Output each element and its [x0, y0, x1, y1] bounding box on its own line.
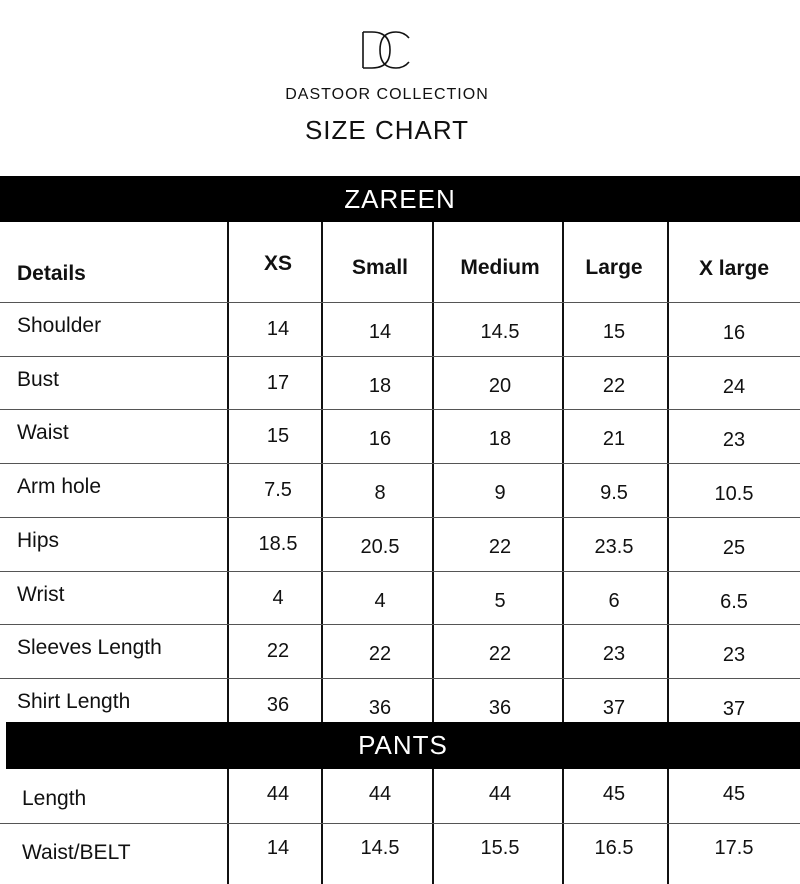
- row-label: Waist: [17, 421, 69, 445]
- size-value: 14: [266, 318, 290, 340]
- size-value: 44: [266, 783, 290, 805]
- size-value: 14: [266, 837, 290, 859]
- size-value: 9: [494, 482, 506, 505]
- size-value: 22: [266, 640, 290, 663]
- row-label: Shirt Length: [17, 689, 131, 713]
- row-divider: [0, 302, 800, 303]
- header-size-3: Medium: [460, 256, 540, 279]
- row-divider: [0, 409, 800, 410]
- header-size-5: X large: [698, 257, 770, 280]
- size-value: 14.5: [480, 321, 520, 343]
- row-label: Wrist: [17, 582, 65, 606]
- size-value: 4: [272, 586, 284, 609]
- size-value: 36: [488, 696, 512, 719]
- size-value: 36: [266, 693, 290, 716]
- size-value: 6: [608, 589, 620, 612]
- column-divider: [432, 222, 434, 722]
- brand-name: DASTOOR COLLECTION: [285, 86, 489, 103]
- size-value: 15: [266, 425, 290, 448]
- size-value: 44: [368, 783, 392, 805]
- size-value: 21: [602, 428, 626, 451]
- row-divider: [0, 823, 800, 824]
- row-divider: [0, 463, 800, 464]
- size-value: 25: [722, 536, 746, 559]
- row-label: Sleeves Length: [17, 636, 162, 660]
- row-divider: [0, 624, 800, 625]
- row-divider: [0, 678, 800, 679]
- row-divider: [0, 517, 800, 518]
- row-label: Bust: [17, 367, 60, 391]
- row-label: Hips: [17, 528, 60, 552]
- header-details: Details: [17, 262, 86, 285]
- size-value: 22: [602, 374, 626, 397]
- column-divider: [667, 769, 669, 884]
- row-label: Waist/BELT: [22, 841, 131, 864]
- column-divider: [667, 222, 669, 722]
- size-value: 18: [488, 428, 512, 451]
- size-value: 17.5: [714, 837, 754, 859]
- column-divider: [432, 769, 434, 884]
- size-value: 16: [368, 428, 392, 451]
- size-value: 23.5: [594, 535, 634, 558]
- size-value: 20: [488, 374, 512, 397]
- size-value: 23: [722, 644, 746, 667]
- size-value: 4: [374, 589, 386, 612]
- size-value: 8: [374, 482, 386, 505]
- page-title: SIZE CHART: [304, 115, 470, 145]
- size-value: 15.5: [480, 837, 520, 859]
- header-size-4: Large: [585, 256, 643, 279]
- size-value: 23: [602, 643, 626, 666]
- row-label: Arm hole: [17, 475, 102, 499]
- size-value: 36: [368, 696, 392, 719]
- header-size-1: XS: [263, 252, 292, 275]
- size-value: 16: [722, 322, 746, 344]
- header-size-2: Small: [351, 256, 409, 279]
- size-value: 24: [722, 375, 746, 398]
- size-value: 7.5: [264, 479, 292, 502]
- size-value: 18: [368, 374, 392, 397]
- size-value: 22: [488, 535, 512, 558]
- size-value: 15: [602, 321, 626, 343]
- size-value: 20.5: [360, 535, 400, 558]
- size-value: 45: [602, 783, 626, 805]
- size-value: 37: [602, 696, 626, 719]
- row-divider: [0, 356, 800, 357]
- pants-section-header: PANTS: [6, 722, 800, 769]
- size-value: 23: [722, 429, 746, 452]
- row-divider: [0, 571, 800, 572]
- size-value: 37: [722, 697, 746, 720]
- size-value: 22: [488, 643, 512, 666]
- size-value: 6.5: [720, 590, 748, 613]
- size-value: 5: [494, 589, 506, 612]
- row-label: Shoulder: [17, 314, 102, 337]
- size-value: 9.5: [600, 482, 628, 505]
- size-value: 14.5: [360, 837, 400, 859]
- size-value: 16.5: [594, 837, 634, 859]
- size-value: 44: [488, 783, 512, 805]
- size-value: 22: [368, 643, 392, 666]
- size-value: 10.5: [714, 483, 754, 506]
- size-value: 17: [266, 371, 290, 394]
- row-label: Length: [22, 787, 87, 810]
- size-value: 18.5: [258, 532, 298, 555]
- zareen-section-header: ZAREEN: [0, 176, 800, 222]
- size-value: 45: [722, 783, 746, 805]
- dc-logo: [360, 30, 412, 70]
- size-value: 14: [368, 321, 392, 343]
